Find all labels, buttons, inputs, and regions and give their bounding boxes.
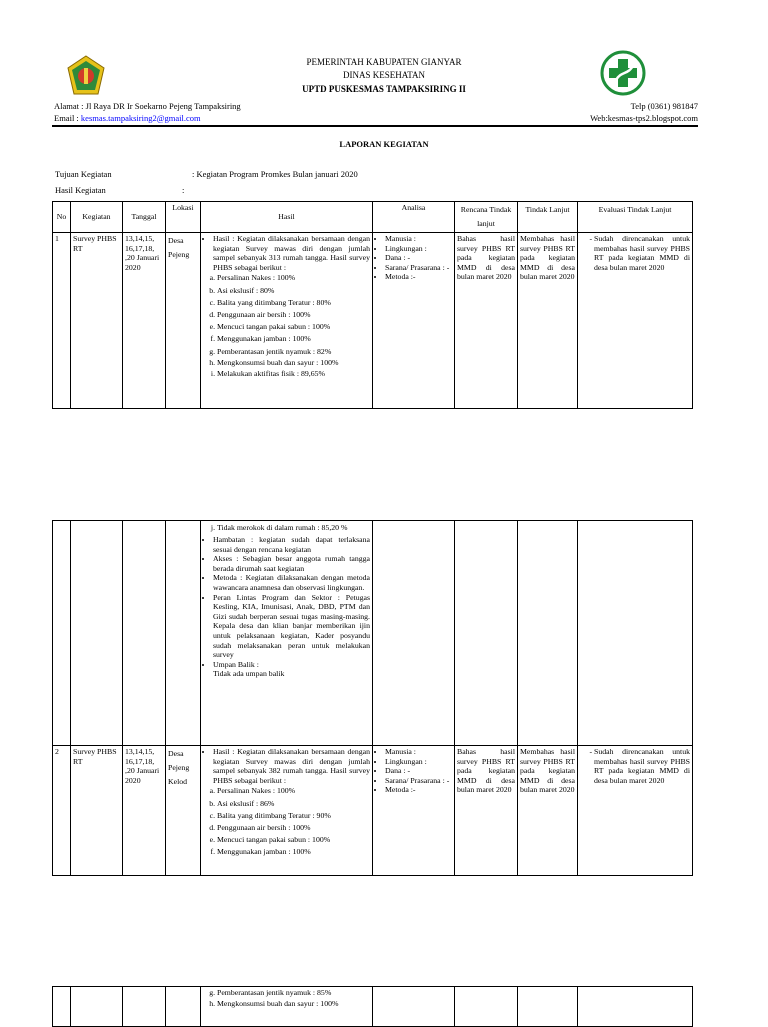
row1-analisa-item: • Sarana/ Prasarana : - bbox=[385, 263, 452, 273]
row2-analisa-item: • Dana : - bbox=[385, 766, 452, 776]
row2-item: f. Menggunakan jamban : 100% bbox=[217, 846, 370, 858]
row2-kegiatan: Survey PHBS RT bbox=[71, 746, 123, 876]
row2-rencana: Bahas hasil survey PHBS RT pada kegiatan MMD di desa bulan maret 2020 bbox=[455, 746, 518, 876]
cont1-bullet: • Hambatan : kegiatan sudah dapat terlaksana sesuai dengan rencana kegiatan bbox=[213, 535, 370, 554]
row1-item: e. Mencuci tangan pakai sabun : 100% bbox=[217, 321, 370, 333]
cont2-lokasi bbox=[166, 987, 201, 1027]
row2-analisa-item: • Metoda :- bbox=[385, 785, 452, 795]
cont2-rencana bbox=[455, 987, 518, 1027]
dept-title: DINAS KESEHATAN bbox=[342, 70, 426, 80]
row1-item: g. Pemberantasan jentik nyamuk : 82% bbox=[217, 346, 370, 358]
cont1-kegiatan bbox=[71, 521, 123, 746]
row1-item: f. Menggunakan jamban : 100% bbox=[217, 333, 370, 345]
row2-analisa bbox=[373, 746, 455, 876]
tujuan-value: : Kegiatan Program Promkes Bulan januari 2020 bbox=[192, 169, 358, 179]
report-table-continued-2 bbox=[52, 986, 693, 1027]
hasil-value: : bbox=[182, 185, 185, 195]
row1-rencana: Bahas hasil survey PHBS RT pada kegiatan MMD di desa bulan maret 2020 bbox=[455, 233, 518, 409]
gov-title: PEMERINTAH KABUPATEN GIANYAR bbox=[306, 57, 462, 67]
hasil-label: Hasil Kegiatan bbox=[55, 185, 106, 195]
row1-no: 1 bbox=[53, 233, 71, 409]
header-divider bbox=[52, 125, 698, 127]
header-lokasi: Lokasi bbox=[166, 202, 201, 233]
table-row bbox=[53, 746, 693, 876]
row2-no: 2 bbox=[53, 746, 71, 876]
row2-tanggal: 13,14,15, 16,17,18, ,20 Januari 2020 bbox=[123, 746, 166, 876]
row1-analisa bbox=[373, 233, 455, 409]
cont2-tanggal bbox=[123, 987, 166, 1027]
table-row bbox=[53, 987, 693, 1027]
row1-analisa-item: • Metoda :- bbox=[385, 272, 452, 282]
address-text: Alamat : Jl Raya DR Ir Soekarno Pejeng Tampaksiring bbox=[54, 101, 241, 111]
cont2-evaluasi bbox=[578, 987, 693, 1027]
cont2-analisa bbox=[373, 987, 455, 1027]
header-kegiatan: Kegiatan bbox=[71, 202, 123, 233]
cont1-bullet: • Peran Lintas Program dan Sektor : Petugas Kesling, KIA, Imunisasi, Anak, DBD, PTM dan Gizi sudah berperan sesuai tugas masing-masing. Kepala desa dan klian banjar memberikan ijin untuk pelaksanaan kegiatan, Kader posyandu sudah melaksanakan peran untuk melakukan survey bbox=[213, 593, 370, 660]
row2-analisa-item: • Sarana/ Prasarana : - bbox=[385, 776, 452, 786]
row1-evaluasi-text: - Sudah direncanakan untuk membahas hasil survey PHBS RT pada kegiatan MMD di desa bulan maret 2020 bbox=[594, 234, 690, 272]
row1-hasil bbox=[201, 233, 373, 409]
row2-hasil-intro: • Hasil : Kegiatan dilaksanakan bersamaan dengan kegiatan Survey mawas diri dengan jumlah sampel sebanyak 382 rumah tangga. Hasil survey PHBS sebagai berikut : bbox=[213, 747, 370, 785]
cont1-umpan bbox=[213, 660, 370, 679]
report-title: LAPORAN KEGIATAN bbox=[339, 139, 429, 149]
cont1-tanggal bbox=[123, 521, 166, 746]
report-table-continued bbox=[52, 520, 693, 876]
cont2-hasil bbox=[201, 987, 373, 1027]
row1-lokasi: Desa Pejeng bbox=[166, 233, 201, 409]
table-header-row bbox=[53, 202, 693, 233]
cont1-no bbox=[53, 521, 71, 746]
row1-item: d. Penggunaan air bersih : 100% bbox=[217, 309, 370, 321]
row2-lokasi: Desa Pejeng Kelod bbox=[166, 746, 201, 876]
cont1-hasil bbox=[201, 521, 373, 746]
row1-item: c. Balita yang ditimbang Teratur : 80% bbox=[217, 297, 370, 309]
row1-analisa-item: • Lingkungan : bbox=[385, 244, 452, 254]
header-analisa: Analisa bbox=[373, 202, 455, 233]
row2-item: c. Balita yang ditimbang Teratur : 90% bbox=[217, 810, 370, 822]
cont1-item-j: j. Tidak merokok di dalam rumah : 85,20 % bbox=[217, 522, 370, 533]
row1-analisa-item: • Dana : - bbox=[385, 253, 452, 263]
email-line bbox=[54, 112, 201, 124]
table-row bbox=[53, 521, 693, 746]
cont1-evaluasi bbox=[578, 521, 693, 746]
cont1-tindak bbox=[518, 521, 578, 746]
table-row bbox=[53, 233, 693, 409]
cont1-analisa bbox=[373, 521, 455, 746]
report-table bbox=[52, 201, 693, 409]
row1-tanggal: 13,14,15, 16,17,18, ,20 Januari 2020 bbox=[123, 233, 166, 409]
email-label: Email : bbox=[54, 113, 79, 123]
cont1-rencana bbox=[455, 521, 518, 746]
row2-item: e. Mencuci tangan pakai sabun : 100% bbox=[217, 834, 370, 846]
header-hasil: Hasil bbox=[201, 202, 373, 233]
header-tindak: Tindak Lanjut bbox=[518, 202, 578, 233]
cont2-item: h. Mengkonsumsi buah dan sayur : 100% bbox=[217, 999, 370, 1010]
web-text: Web:kesmas-tps2.blogspot.com bbox=[590, 113, 698, 123]
row2-tindak: Membahas hasil survey PHBS RT pada kegiatan MMD di desa bulan maret 2020 bbox=[518, 746, 578, 876]
row2-evaluasi-text: - Sudah direncanakan untuk membahas hasil survey PHBS RT pada kegiatan MMD di desa bulan maret 2020 bbox=[594, 747, 690, 785]
unit-title: UPTD PUSKESMAS TAMPAKSIRING II bbox=[302, 84, 466, 94]
cont2-no bbox=[53, 987, 71, 1027]
cont1-lokasi bbox=[166, 521, 201, 746]
row2-evaluasi bbox=[578, 746, 693, 876]
cont2-kegiatan bbox=[71, 987, 123, 1027]
row1-hasil-intro: • Hasil : Kegiatan dilaksanakan bersamaan dengan kegiatan Survey mawas diri dengan jumlah sampel sebanyak 313 rumah tangga. Hasil survey PHBS sebagai berikut : bbox=[213, 234, 370, 272]
row1-tindak: Membahas hasil survey PHBS RT pada kegiatan MMD di desa bulan maret 2020 bbox=[518, 233, 578, 409]
phone-text: Telp (0361) 981847 bbox=[630, 101, 698, 111]
row1-kegiatan: Survey PHBS RT bbox=[71, 233, 123, 409]
cont2-item: g. Pemberantasan jentik nyamuk : 85% bbox=[217, 988, 370, 999]
row1-item: a. Persalinan Nakes : 100% bbox=[217, 272, 370, 284]
row2-analisa-item: • Manusia : bbox=[385, 747, 452, 757]
header-evaluasi: Evaluasi Tindak Lanjut bbox=[578, 202, 693, 233]
row1-item: i. Melakukan aktifitas fisik : 89,65% bbox=[217, 368, 370, 380]
row2-item: d. Penggunaan air bersih : 100% bbox=[217, 822, 370, 834]
header-no: No bbox=[53, 202, 71, 233]
umpan-text: Tidak ada umpan balik bbox=[213, 669, 285, 679]
row2-item: b. Asi ekslusif : 86% bbox=[217, 798, 370, 810]
header-tanggal: Tanggal bbox=[123, 202, 166, 233]
row1-analisa-item: • Manusia : bbox=[385, 234, 452, 244]
email-link[interactable]: kesmas.tampaksiring2@gmail.com bbox=[80, 113, 201, 123]
row1-evaluasi bbox=[578, 233, 693, 409]
tujuan-label: Tujuan Kegiatan bbox=[55, 169, 112, 179]
umpan-title: Umpan Balik : bbox=[213, 659, 259, 669]
row2-hasil bbox=[201, 746, 373, 876]
cont2-tindak bbox=[518, 987, 578, 1027]
row1-item: h. Mengkonsumsi buah dan sayur : 100% bbox=[217, 358, 370, 368]
row2-analisa-item: • Lingkungan : bbox=[385, 757, 452, 767]
cont1-bullet: • Metoda : Kegiatan dilaksanakan dengan metoda wawancara anamnesa dan observasi lingkungan. bbox=[213, 573, 370, 592]
row2-item: a. Persalinan Nakes : 100% bbox=[217, 785, 370, 797]
cont1-bullet: • Akses : Sebagian besar anggota rumah tangga berada dirumah saat kegiatan bbox=[213, 554, 370, 573]
header-rencana: Rencana Tindak lanjut bbox=[455, 202, 518, 233]
row1-item: b. Asi ekslusif : 80% bbox=[217, 285, 370, 297]
